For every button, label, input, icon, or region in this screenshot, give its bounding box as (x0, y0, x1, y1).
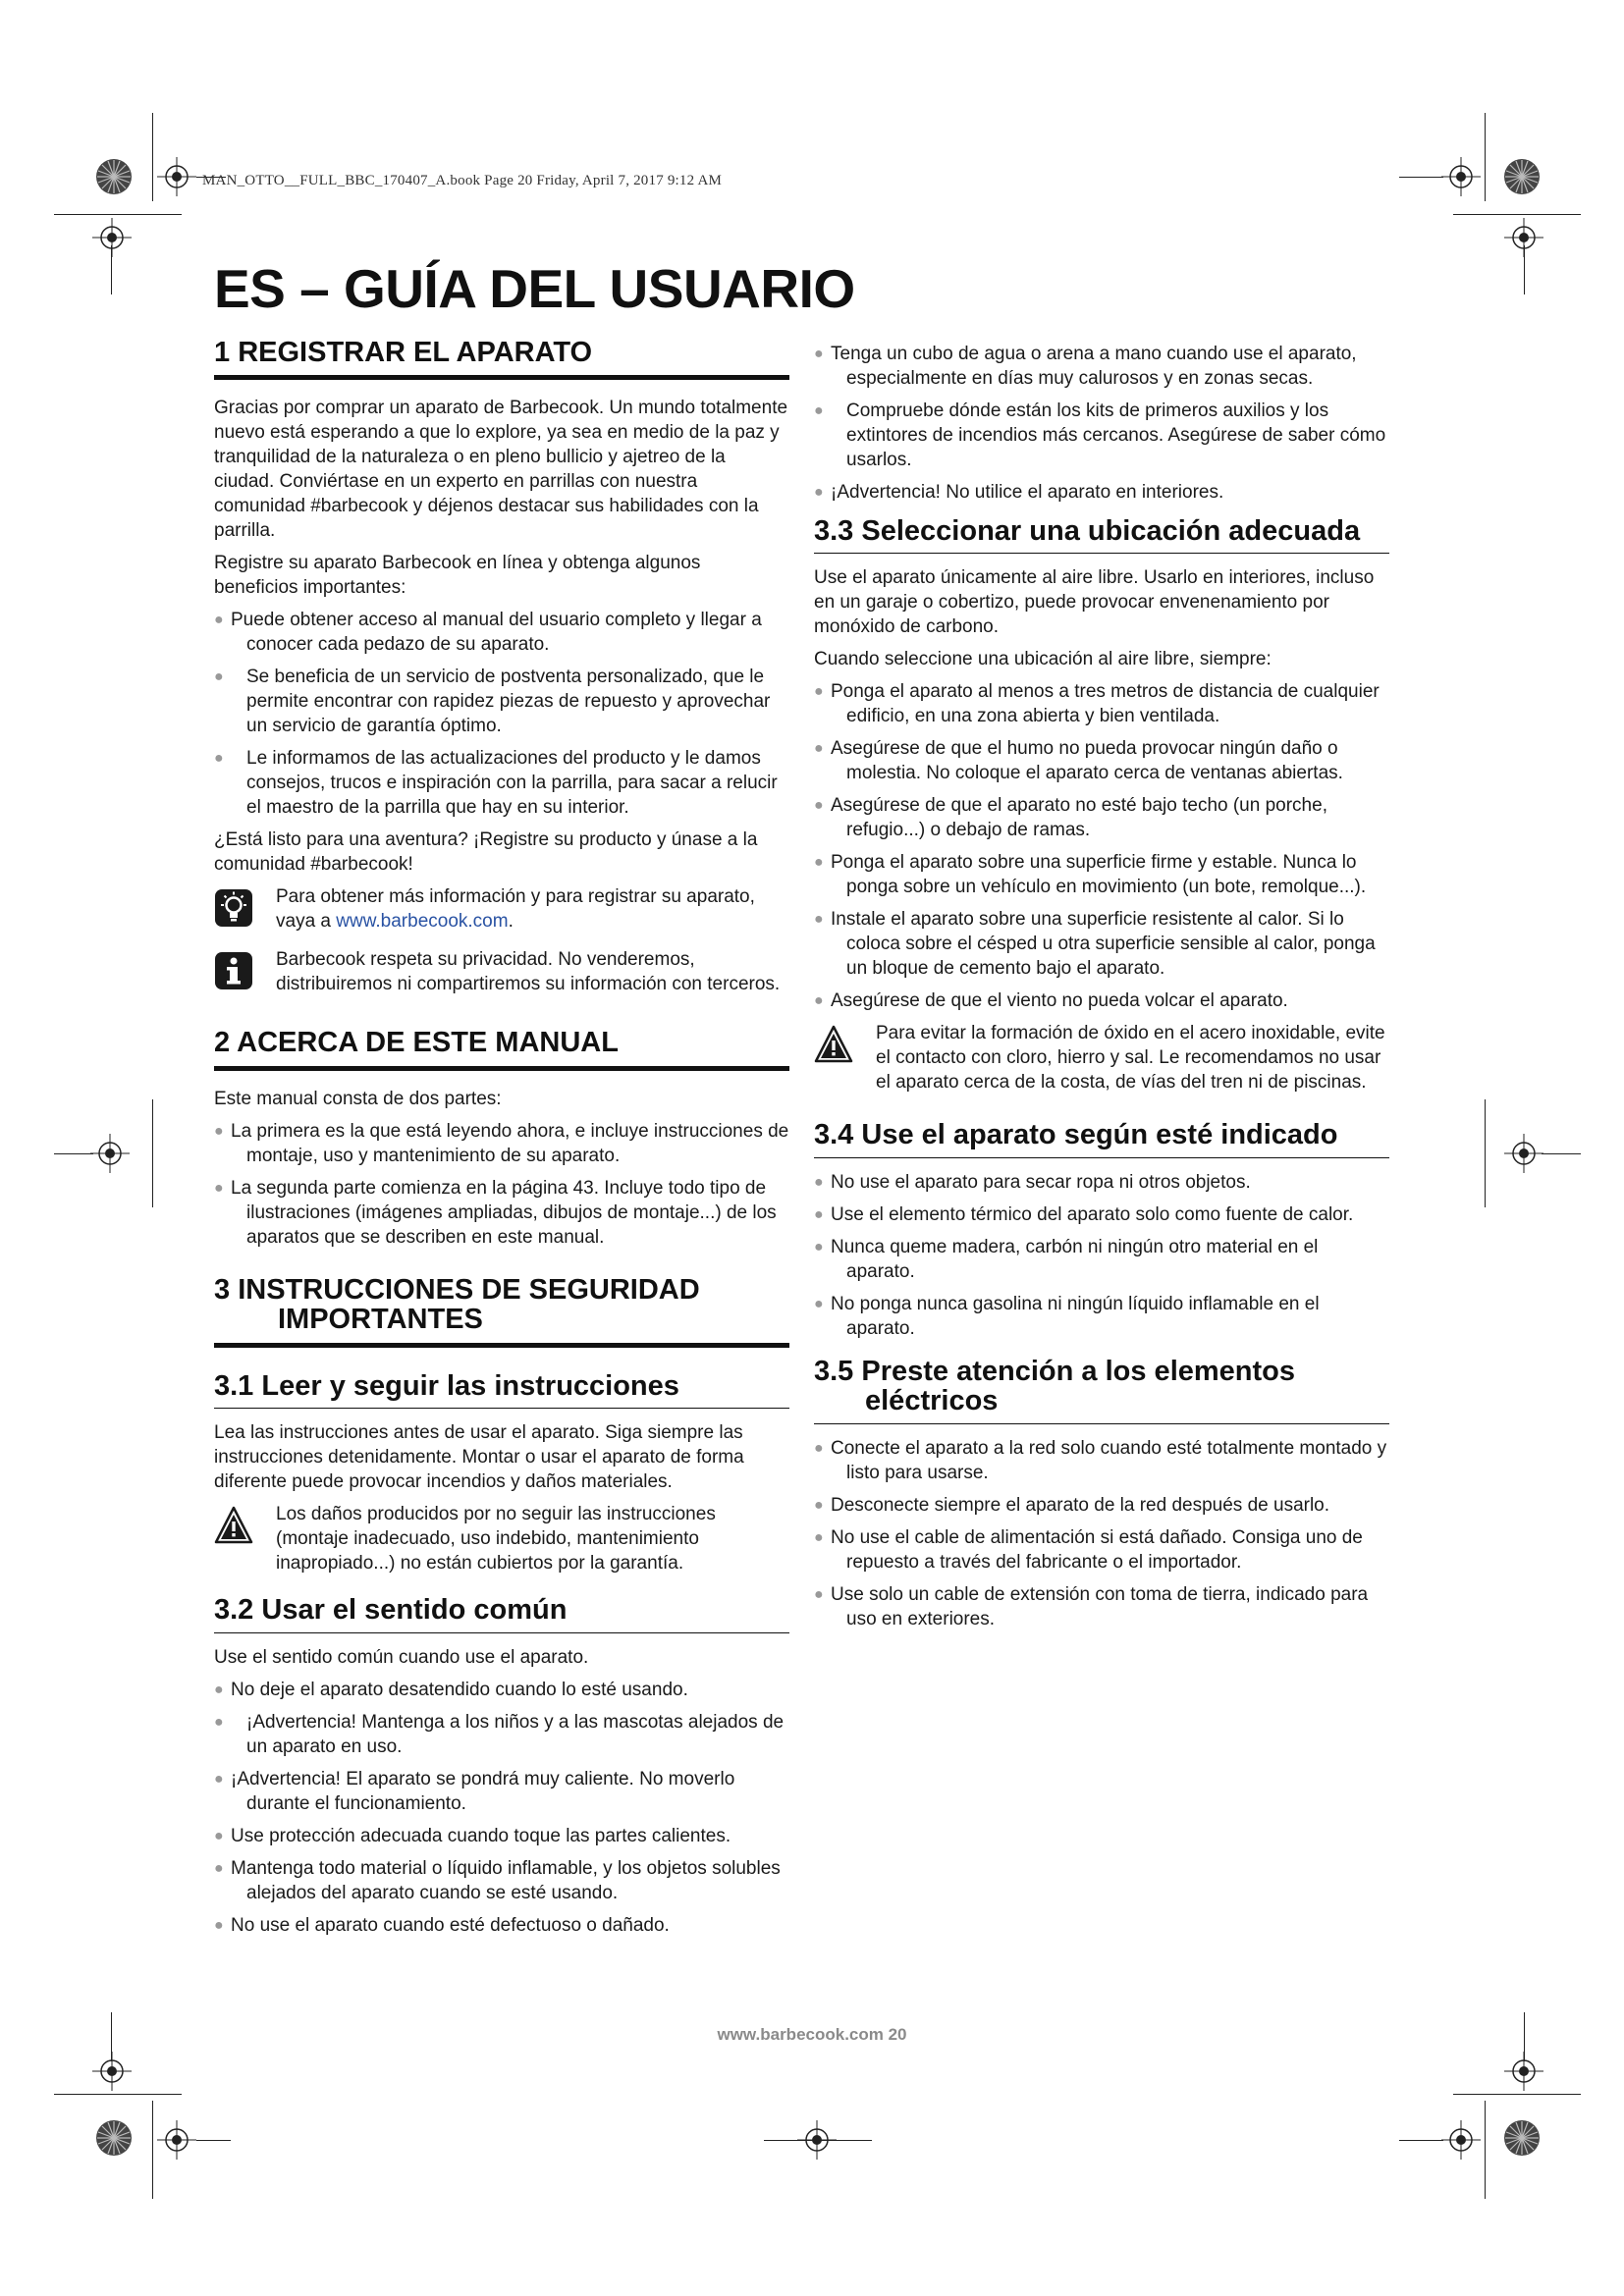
registration-target-icon (1502, 2118, 1542, 2158)
list-item: ● Instale el aparato sobre una superficie resistente al calor. Si lo coloca sobre el césped u otra superficie sensible al calor, ponga un bloque de cemento bajo el aparato. (814, 909, 1376, 980)
section-2-heading (214, 1028, 789, 1070)
list-item: ● No use el cable de alimentación si está dañado. Consiga uno de repuesto a través del fabricante o el importador. (814, 1526, 1363, 1573)
section-number: 3 (214, 1273, 231, 1306)
bullet-icon: ● (214, 1179, 224, 1197)
paragraph: Use el aparato únicamente al aire libre. Usarlo en interiores, incluso en un garaje o cobertizo, puede provocar envenenamiento por monóxido de carbono. (814, 567, 1375, 638)
section-3-heading (214, 1275, 789, 1348)
list-item: ● Use protección adecuada cuando toque las partes calientes. (214, 1825, 731, 1846)
bullet-icon: ● (214, 1916, 224, 1934)
registration-target-icon (94, 2118, 134, 2158)
crosshair-icon (157, 2120, 196, 2160)
section-number: 1 (214, 337, 231, 368)
list-item: ● La segunda parte comienza en la página 43. Incluye todo tipo de ilustraciones (imágenes ampliadas, dibujos de montaje...) de los aparatos que se describen en este manual. (214, 1177, 777, 1248)
bullet-list (214, 1119, 789, 1250)
section-number: 3.1 (214, 1369, 254, 1402)
bullet-list (214, 1678, 789, 1938)
crosshair-icon (92, 218, 132, 257)
section-3-3-heading (814, 516, 1389, 554)
section-title: Usar el sentido común (261, 1594, 568, 1627)
bullet-icon: ● (214, 1827, 224, 1844)
bullet-icon: ● (814, 1585, 824, 1603)
crosshair-icon (1504, 1134, 1543, 1173)
list-item: ● Asegúrese de que el humo no pueda provocar ningún daño o molestia. No coloque el aparato cerca de ventanas abiertas. (814, 738, 1343, 784)
section-title: REGISTRAR EL APARATO (238, 337, 593, 368)
bullet-list (814, 679, 1389, 1013)
bullet-icon: ● (814, 1439, 824, 1457)
section-title-continued: eléctricos (865, 1385, 999, 1417)
right-column (814, 342, 1389, 1639)
section-number: 3.4 (814, 1119, 854, 1151)
crosshair-icon (1441, 2120, 1481, 2160)
bullet-icon: ● (214, 1122, 224, 1140)
bullet-icon: ● (814, 1238, 824, 1255)
section-number: 2 (214, 1027, 231, 1059)
warning-note: Los daños producidos por no seguir las instrucciones (montaje inadecuado, uso indebido, mantenimiento inapropiado...) no están cubiertos por la garantía. (214, 1502, 789, 1575)
info-icon (214, 951, 253, 990)
list-item: ● Puede obtener acceso al manual del usuario completo y llegar a conocer cada pedazo de su aparato. (214, 610, 762, 656)
list-item: ● Use solo un cable de extensión con toma de tierra, indicado para uso en exteriores. (814, 1583, 1369, 1629)
bullet-icon: ● (214, 1770, 224, 1788)
list-item: ● Tenga un cubo de agua o arena a mano cuando use el aparato, especialmente en días muy calurosos y en zonas secas. (814, 344, 1357, 389)
section-title: Use el aparato según esté indicado (861, 1119, 1338, 1151)
crosshair-icon (1441, 157, 1481, 196)
bullet-icon: ● (214, 750, 224, 768)
paragraph: Cuando seleccione una ubicación al aire libre, siempre: (814, 649, 1272, 670)
paragraph: ¿Está listo para una aventura? ¡Registre su producto y únase a la comunidad #barbecook! (214, 829, 758, 876)
registration-target-icon (1502, 157, 1542, 196)
section-1-heading (214, 338, 789, 380)
bullet-icon: ● (814, 911, 824, 929)
crosshair-icon (157, 157, 196, 196)
page-footer: www.barbecook.com 20 (717, 2025, 907, 2044)
bullet-icon: ● (214, 1859, 224, 1877)
section-3-4-heading (814, 1120, 1389, 1157)
list-item: ● No use el aparato cuando esté defectuoso o dañado. (214, 1914, 670, 1936)
barbecook-link[interactable]: www.barbecook.com (336, 911, 509, 933)
paragraph: Registre su aparato Barbecook en línea y obtenga algunos beneficios importantes: (214, 553, 701, 599)
section-title: Leer y seguir las instrucciones (261, 1369, 679, 1402)
warning-note: Para evitar la formación de óxido en el acero inoxidable, evite el contacto con cloro, hierro y sal. Le recomendamos no usar el aparato cerca de la costa, de vías del tren ni de piscinas. (814, 1021, 1389, 1095)
list-item: ● Conecte el aparato a la red solo cuando esté totalmente montado y listo para usarse. (814, 1437, 1387, 1483)
list-item: ● Desconecte siempre el aparato de la red después de usarlo. (814, 1494, 1330, 1516)
list-item: ● No ponga nunca gasolina ni ningún líquido inflamable en el aparato. (814, 1293, 1320, 1339)
list-item: ● Asegúrese de que el viento no pueda volcar el aparato. (814, 990, 1288, 1012)
list-item: ● Le informamos de las actualizaciones del producto y le damos consejos, trucos e inspiración con la parrilla, para sacar a relucir el maestro de la parrilla que hay en su interior. (214, 748, 778, 819)
left-column (214, 338, 789, 1946)
section-title: Preste atención a los elementos (861, 1355, 1296, 1387)
list-item: ● Ponga el aparato sobre una superficie firme y estable. Nunca lo ponga sobre un vehículo en movimiento (un bote, remolque...). (814, 852, 1367, 898)
bullet-icon: ● (814, 740, 824, 758)
bullet-icon: ● (814, 402, 824, 419)
bullet-icon: ● (214, 612, 224, 629)
section-title: Seleccionar una ubicación adecuada (861, 515, 1361, 547)
section-3-5-heading (814, 1357, 1389, 1424)
bullet-icon: ● (814, 1528, 824, 1546)
bullet-icon: ● (814, 1173, 824, 1191)
lightbulb-tip-icon (214, 888, 253, 928)
list-item: ● Use el elemento térmico del aparato solo como fuente de calor. (814, 1203, 1354, 1225)
registration-target-icon (94, 157, 134, 196)
bullet-icon: ● (814, 854, 824, 872)
print-header: MAN_OTTO__FULL_BBC_170407_A.book Page 20 Friday, April 7, 2017 9:12 AM (202, 173, 723, 188)
paragraph: Gracias por comprar un aparato de Barbecook. Un mundo totalmente nuevo está esperando a que lo explore, ya sea en medio de la paz y tranquilidad de la naturaleza o en pleno bullicio y ajetreo de la ciudad. Conviértase en un experto en parrillas con nuestra comunidad #barbecook y déjenos destacar sus habilidades con la parrilla. (214, 398, 788, 542)
bullet-icon: ● (814, 1205, 824, 1223)
section-number: 3.5 (814, 1355, 854, 1387)
paragraph: Este manual consta de dos partes: (214, 1088, 502, 1109)
tip-note: Para obtener más información y para registrar su aparato, vaya a www.barbecook.com. (214, 884, 789, 934)
bullet-list (214, 608, 789, 820)
list-item: ● ¡Advertencia! El aparato se pondrá muy caliente. No moverlo durante el funcionamiento. (214, 1768, 735, 1814)
list-item: ● ¡Advertencia! Mantenga a los niños y a las mascotas alejados de un aparato en uso. (214, 1711, 785, 1757)
warning-triangle-icon (814, 1025, 853, 1064)
section-number: 3.3 (814, 515, 854, 547)
crosshair-icon (797, 2120, 837, 2160)
section-3-1-heading (214, 1371, 789, 1409)
bullet-icon: ● (814, 1295, 824, 1312)
bullet-icon: ● (814, 484, 824, 501)
list-item: ● No use el aparato para secar ropa ni otros objetos. (814, 1171, 1251, 1193)
bullet-icon: ● (214, 1713, 224, 1731)
bullet-icon: ● (814, 992, 824, 1010)
info-note: Barbecook respeta su privacidad. No venderemos, distribuiremos ni compartiremos su información con terceros. (214, 947, 789, 996)
page-title: ES – GUÍA DEL USUARIO (214, 258, 855, 319)
list-item: ● La primera es la que está leyendo ahora, e incluye instrucciones de montaje, uso y mantenimiento de su aparato. (214, 1120, 789, 1166)
bullet-list (814, 1436, 1389, 1631)
bullet-icon: ● (214, 1681, 224, 1698)
section-number: 3.2 (214, 1594, 254, 1627)
bullet-icon: ● (814, 683, 824, 701)
bullet-icon: ● (814, 346, 824, 362)
list-item: ● Asegúrese de que el aparato no esté bajo techo (un porche, refugio...) o debajo de ramas. (814, 795, 1327, 841)
warning-triangle-icon (214, 1506, 253, 1545)
list-item: ● Nunca queme madera, carbón ni ningún otro material en el aparato. (814, 1236, 1319, 1282)
bullet-list (814, 1170, 1389, 1341)
crosshair-icon (90, 1134, 130, 1173)
crosshair-icon (92, 2052, 132, 2091)
section-title: INSTRUCCIONES DE SEGURIDAD (238, 1273, 700, 1306)
list-item: ● Mantenga todo material o líquido inflamable, y los objetos solubles alejados del aparato cuando se esté usando. (214, 1857, 781, 1903)
bullet-icon: ● (814, 797, 824, 815)
list-item: ● Se beneficia de un servicio de postventa personalizado, que le permite encontrar con rapidez piezas de repuesto y aprovechar un servicio de garantía óptimo. (214, 667, 771, 737)
paragraph: Lea las instrucciones antes de usar el aparato. Siga siempre las instrucciones detenidamente. Montar o usar el aparato de forma diferente puede provocar incendios y daños materiales. (214, 1422, 744, 1493)
section-3-2-heading (214, 1595, 789, 1632)
bullet-icon: ● (814, 1496, 824, 1514)
section-title: ACERCA DE ESTE MANUAL (237, 1027, 619, 1059)
crosshair-icon (1504, 2052, 1543, 2091)
section-title-continued: IMPORTANTES (278, 1304, 483, 1336)
list-item: ● No deje el aparato desatendido cuando lo esté usando. (214, 1679, 688, 1700)
list-item: ● Ponga el aparato al menos a tres metros de distancia de cualquier edificio, en una zona abierta y bien ventilada. (814, 681, 1380, 727)
list-item: ● Compruebe dónde están los kits de primeros auxilios y los extintores de incendios más cercanos. Asegúrese de saber cómo usarlos. (814, 400, 1386, 470)
bullet-list (814, 342, 1389, 505)
paragraph: Use el sentido común cuando use el aparato. (214, 1646, 589, 1668)
bullet-icon: ● (214, 668, 224, 686)
list-item: ● ¡Advertencia! No utilice el aparato en interiores. (814, 482, 1224, 503)
